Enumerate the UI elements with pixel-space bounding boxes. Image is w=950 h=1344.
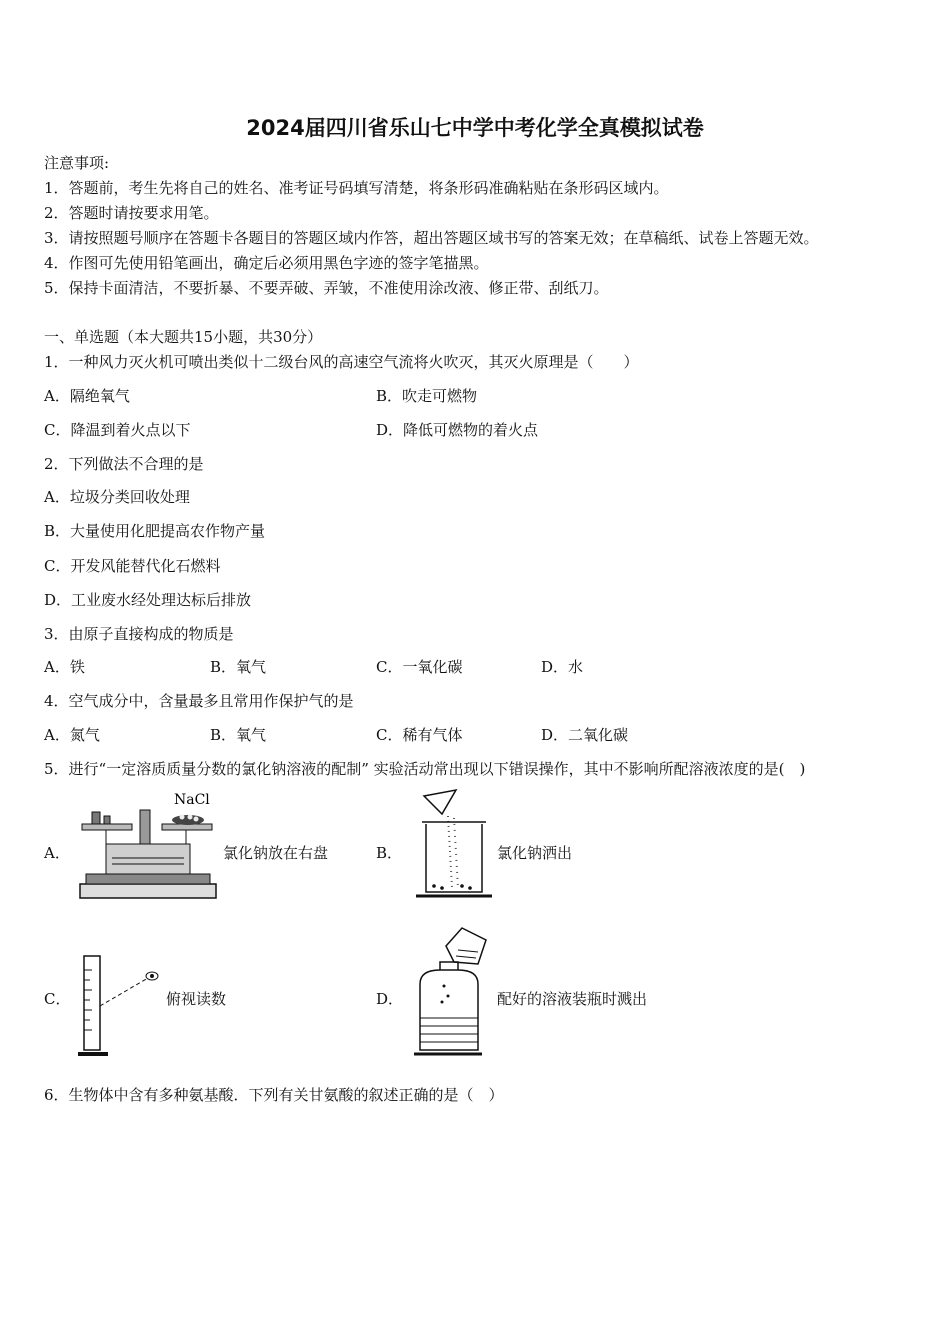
cylinder-reading-illustration [76, 950, 166, 1060]
q3-option-d: D．水 [541, 658, 584, 676]
exam-title: 2024届四川省乐山七中学中考化学全真模拟试卷 [246, 116, 704, 140]
q2-option-a: A．垃圾分类回收处理 [44, 488, 190, 506]
q1-option-d: D．降低可燃物的着火点 [376, 421, 539, 439]
q2-option-d: D．工业废水经处理达标后排放 [44, 591, 252, 609]
q5-option-b-caption: 氯化钠洒出 [497, 844, 573, 862]
notice-heading: 注意事项: [44, 154, 110, 172]
q5-option-a-caption: 氯化钠放在右盘 [223, 844, 329, 862]
question-2-stem: 2．下列做法不合理的是 [44, 455, 204, 473]
q2-option-c: C．开发风能替代化石燃料 [44, 557, 221, 575]
q5-option-a-letter: A． [44, 844, 70, 862]
q1-option-c: C．降温到着火点以下 [44, 421, 191, 439]
q1-option-a: A．隔绝氧气 [44, 387, 130, 405]
notice-item: 1．答题前，考生先将自己的姓名、准考证号码填写清楚，将条形码准确粘贴在条形码区域内。 [44, 179, 669, 197]
section-heading: 一、单选题（本大题共15小题，共30分） [44, 328, 323, 346]
q5-option-b-letter: B． [376, 844, 403, 862]
balance-illustration [78, 788, 220, 902]
q1-option-b: B．吹走可燃物 [376, 387, 478, 405]
bottle-pour-illustration [412, 926, 496, 1056]
notice-item: 2．答题时请按要求用笔。 [44, 204, 219, 222]
question-6-stem: 6．生物体中含有多种氨基酸．下列有关甘氨酸的叙述正确的是（ ） [44, 1086, 504, 1104]
nacl-label: NaCl [174, 792, 210, 808]
q3-option-c: C．一氧化碳 [376, 658, 463, 676]
beaker-spill-illustration [412, 788, 492, 900]
q4-option-c: C．稀有气体 [376, 726, 463, 744]
question-4-stem: 4．空气成分中，含量最多且常用作保护气的是 [44, 692, 354, 710]
q4-option-d: D．二氧化碳 [541, 726, 629, 744]
notice-item: 5．保持卡面清洁，不要折暴、不要弄破、弄皱，不准使用涂改液、修正带、刮纸刀。 [44, 279, 609, 297]
q5-option-c-caption: 俯视读数 [166, 990, 227, 1008]
q5-option-d-letter: D． [376, 990, 404, 1008]
question-3-stem: 3．由原子直接构成的物质是 [44, 625, 234, 643]
q4-option-a: A．氮气 [44, 726, 100, 744]
question-5-stem: 5．进行“一定溶质质量分数的氯化钠溶液的配制” 实验活动常出现以下错误操作，其中不影响所配溶液浓度的是( ) [44, 760, 806, 778]
notice-item: 3．请按照题号顺序在答题卡各题目的答题区域内作答，超出答题区域书写的答案无效；在草稿纸、试卷上答题无效。 [44, 229, 819, 247]
q5-option-d-caption: 配好的溶液装瓶时溅出 [497, 990, 648, 1008]
q3-option-b: B．氧气 [210, 658, 267, 676]
q3-option-a: A．铁 [44, 658, 85, 676]
notice-item: 4．作图可先使用铅笔画出，确定后必须用黑色字迹的签字笔描黑。 [44, 254, 489, 272]
question-1-stem: 1．一种风力灭火机可喷出类似十二级台风的高速空气流将火吹灭，其灭火原理是（ ） [44, 353, 639, 371]
q5-option-c-letter: C． [44, 990, 71, 1008]
q2-option-b: B．大量使用化肥提高农作物产量 [44, 522, 266, 540]
q4-option-b: B．氧气 [210, 726, 267, 744]
